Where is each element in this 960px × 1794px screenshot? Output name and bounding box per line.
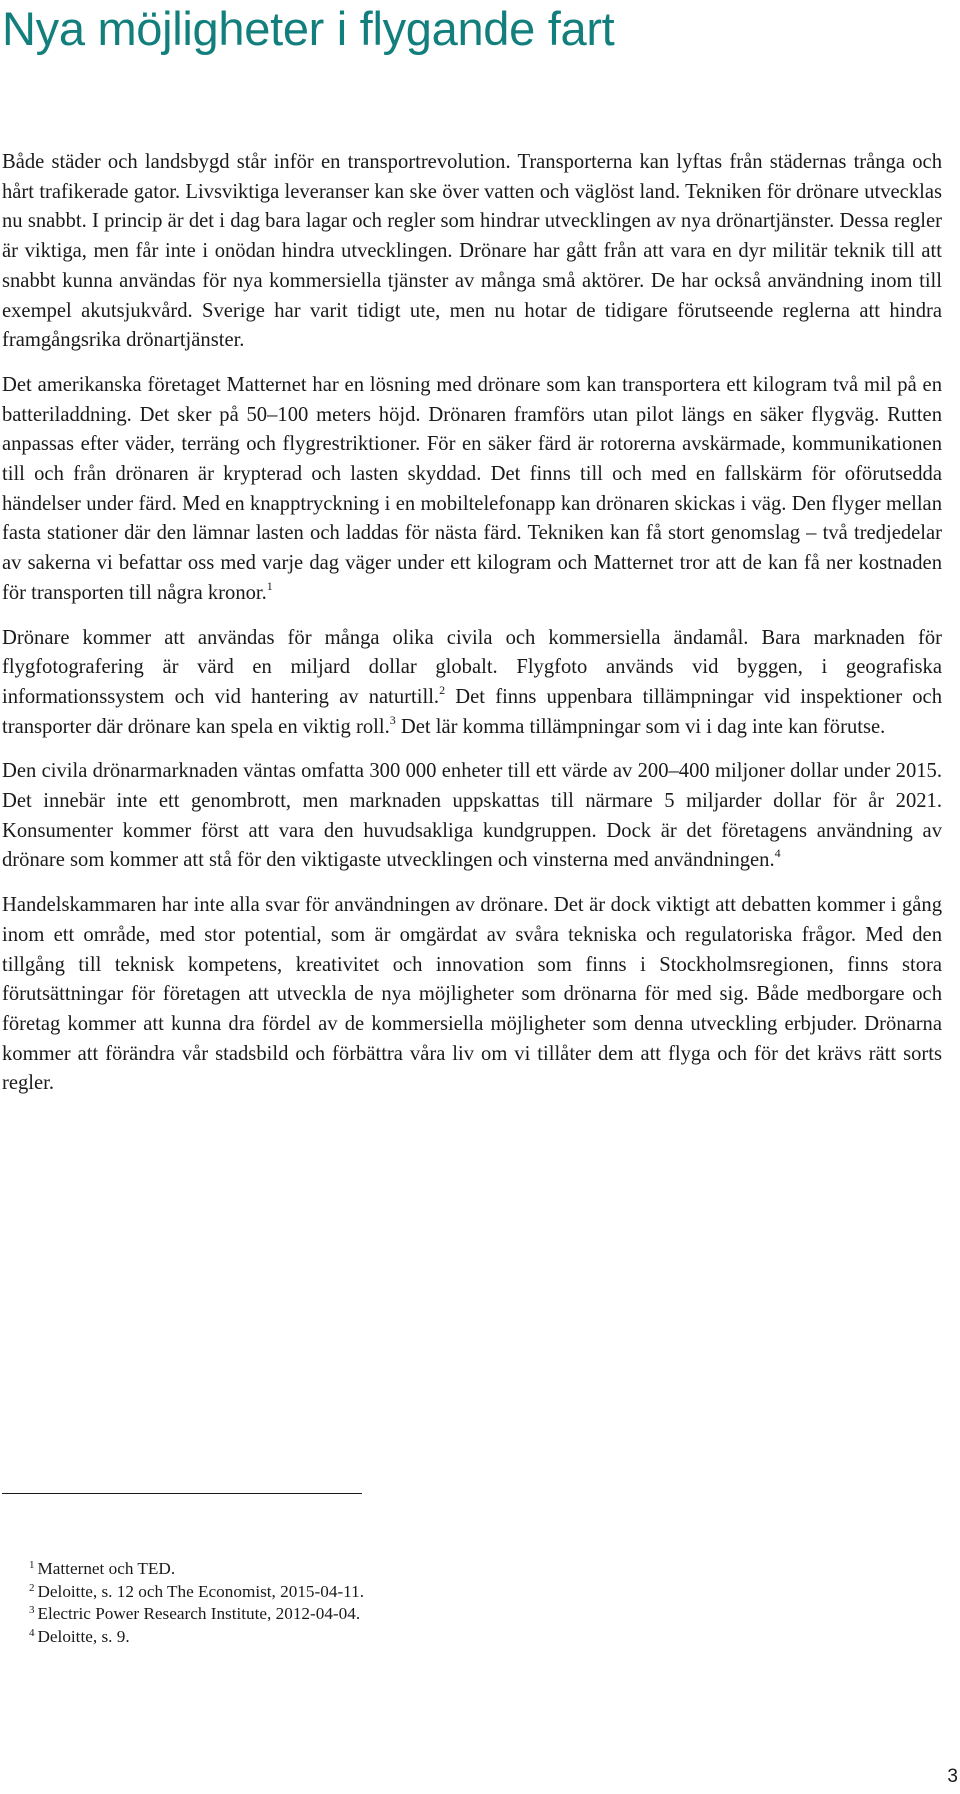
footnote-number: 1	[29, 1559, 35, 1571]
paragraph-4-text: Den civila drönarmarknaden väntas omfatta 300 000 enheter till ett värde av 200–400 miljoner dollar under 2015. Det innebär inte ett genombrott, men marknaden uppskattas till närmare 5 miljarder dollar för år 2021. Konsumenter kommer först att vara den huvudsakliga kundgruppen. Dock är det företagens användning av drönare som kommer att stå för den viktigaste utvecklingen och vinsterna med användningen.	[2, 760, 942, 872]
paragraph-1-text: Både städer och landsbygd står inför en transportrevolution. Transporterna kan lyftas från städernas trånga och hårt trafikerade gator. Livsviktiga leveranser kan ske över vatten och väglöst land. Tekniken för drönare utvecklas nu snabbt. I princip är det i dag bara lagar och regler som hindrar utvecklingen av nya drönartjänster. Dessa regler är viktiga, men får inte i onödan hindra utvecklingen. Drönare har gått från att vara en dyr militär teknik till att snabbt kunna användas för nya kommersiella tjänster av många små aktörer. De har också användning inom till exempel akutsjukvård. Sverige har varit tidigt ute, men nu hotar de tidigare förutseende reglerna att hindra framgångsrika drönartjänster.	[2, 151, 942, 352]
footnote-number: 2	[29, 1581, 35, 1594]
footnote-item	[29, 1558, 909, 1581]
paragraph-3	[2, 624, 942, 743]
paragraph-2	[2, 371, 942, 609]
paragraph-3-text-b: Det finns uppenbara tillämpningar vid inspektioner och transporter där drönare kan spela en viktig roll.	[2, 685, 942, 738]
footnote-divider	[2, 1493, 362, 1494]
footnote-text: Electric Power Research Institute, 2012-04-04.	[37, 1604, 361, 1623]
footnote-item	[29, 1581, 909, 1604]
paragraph-5	[2, 891, 942, 1099]
paragraph-1	[2, 148, 942, 356]
footnote-ref-2: 2	[439, 682, 446, 697]
paragraph-4	[2, 757, 942, 876]
page-title: Nya möjligheter i flygande fart	[2, 2, 615, 55]
paragraph-5-text: Handelskammaren har inte alla svar för användningen av drönare. Det är dock viktigt att debatten kommer i gång inom ett område, med stor potential, som är omgärdat av svåra tekniska och regulatoriska frågor. Med den tillgång till teknisk kompetens, kreativitet och innovation som finns i Stockholmsregionen, finns stora förutsättningar för företagen att utveckla de nya möjligheter som drönarna för med sig. Både medborgare och företag kommer att kunna dra fördel av de kommersiella möjligheter som denna utveckling erbjuder. Drönarna kommer att förändra vår stadsbild och förbättra våra liv om vi tillåter dem att flyga och för det krävs rätt sorts regler.	[2, 894, 942, 1095]
footnote-ref-4: 4	[774, 846, 781, 861]
footnote-text: Deloitte, s. 12 och The Economist, 2015-04-11.	[37, 1581, 365, 1601]
footnote-item	[29, 1603, 909, 1626]
paragraph-2-text: Det amerikanska företaget Matternet har en lösning med drönare som kan transportera ett kilogram två mil på en batteriladdning. Det sker på 50–100 meters höjd. Drönaren framförs utan pilot längs en säker flygväg. Rutten anpassas efter väder, terräng och flygrestriktioner. För en säker färd är rotorerna avskärmade, kommunikationen till och från drönaren är krypterad och lasten skyddad. Det finns till och med en fallskärm för oförutsedda händelser under färd. Med en knapptryckning i en mobiltelefonapp kan drönaren skickas i väg. Den flyger mellan fasta stationer där den lämnar lasten och laddas för nästa färd. Tekniken kan få stort genomslag – två tredjedelar av sakerna vi befattar oss med varje dag väger under ett kilogram och Matternet tror att de kan få ner kostnaden för transporten till några kronor.	[2, 373, 942, 604]
footnote-number: 3	[29, 1604, 35, 1616]
paragraph-3-text-c: Det lär komma tillämpningar som vi i dag inte kan förutse.	[395, 715, 886, 738]
footnote-item	[29, 1626, 909, 1649]
footnote-ref-3: 3	[389, 712, 396, 727]
body-text	[2, 148, 942, 1099]
page-number: 3	[947, 1766, 958, 1787]
paragraph-3-text-a: Drönare kommer att användas för många olika civila och kommersiella ändamål. Bara marknaden för flygfotografering är värd en miljard dollar globalt. Flygfoto används vid byggen, i geografiska informationssystem och vid hantering av naturtill.	[2, 626, 942, 708]
footnote-ref-1: 1	[266, 578, 273, 593]
footnote-list	[29, 1558, 909, 1648]
footnote-number: 4	[29, 1626, 35, 1639]
footnote-text: Deloitte, s. 9.	[37, 1626, 130, 1646]
footnote-text: Matternet och TED.	[37, 1559, 176, 1578]
